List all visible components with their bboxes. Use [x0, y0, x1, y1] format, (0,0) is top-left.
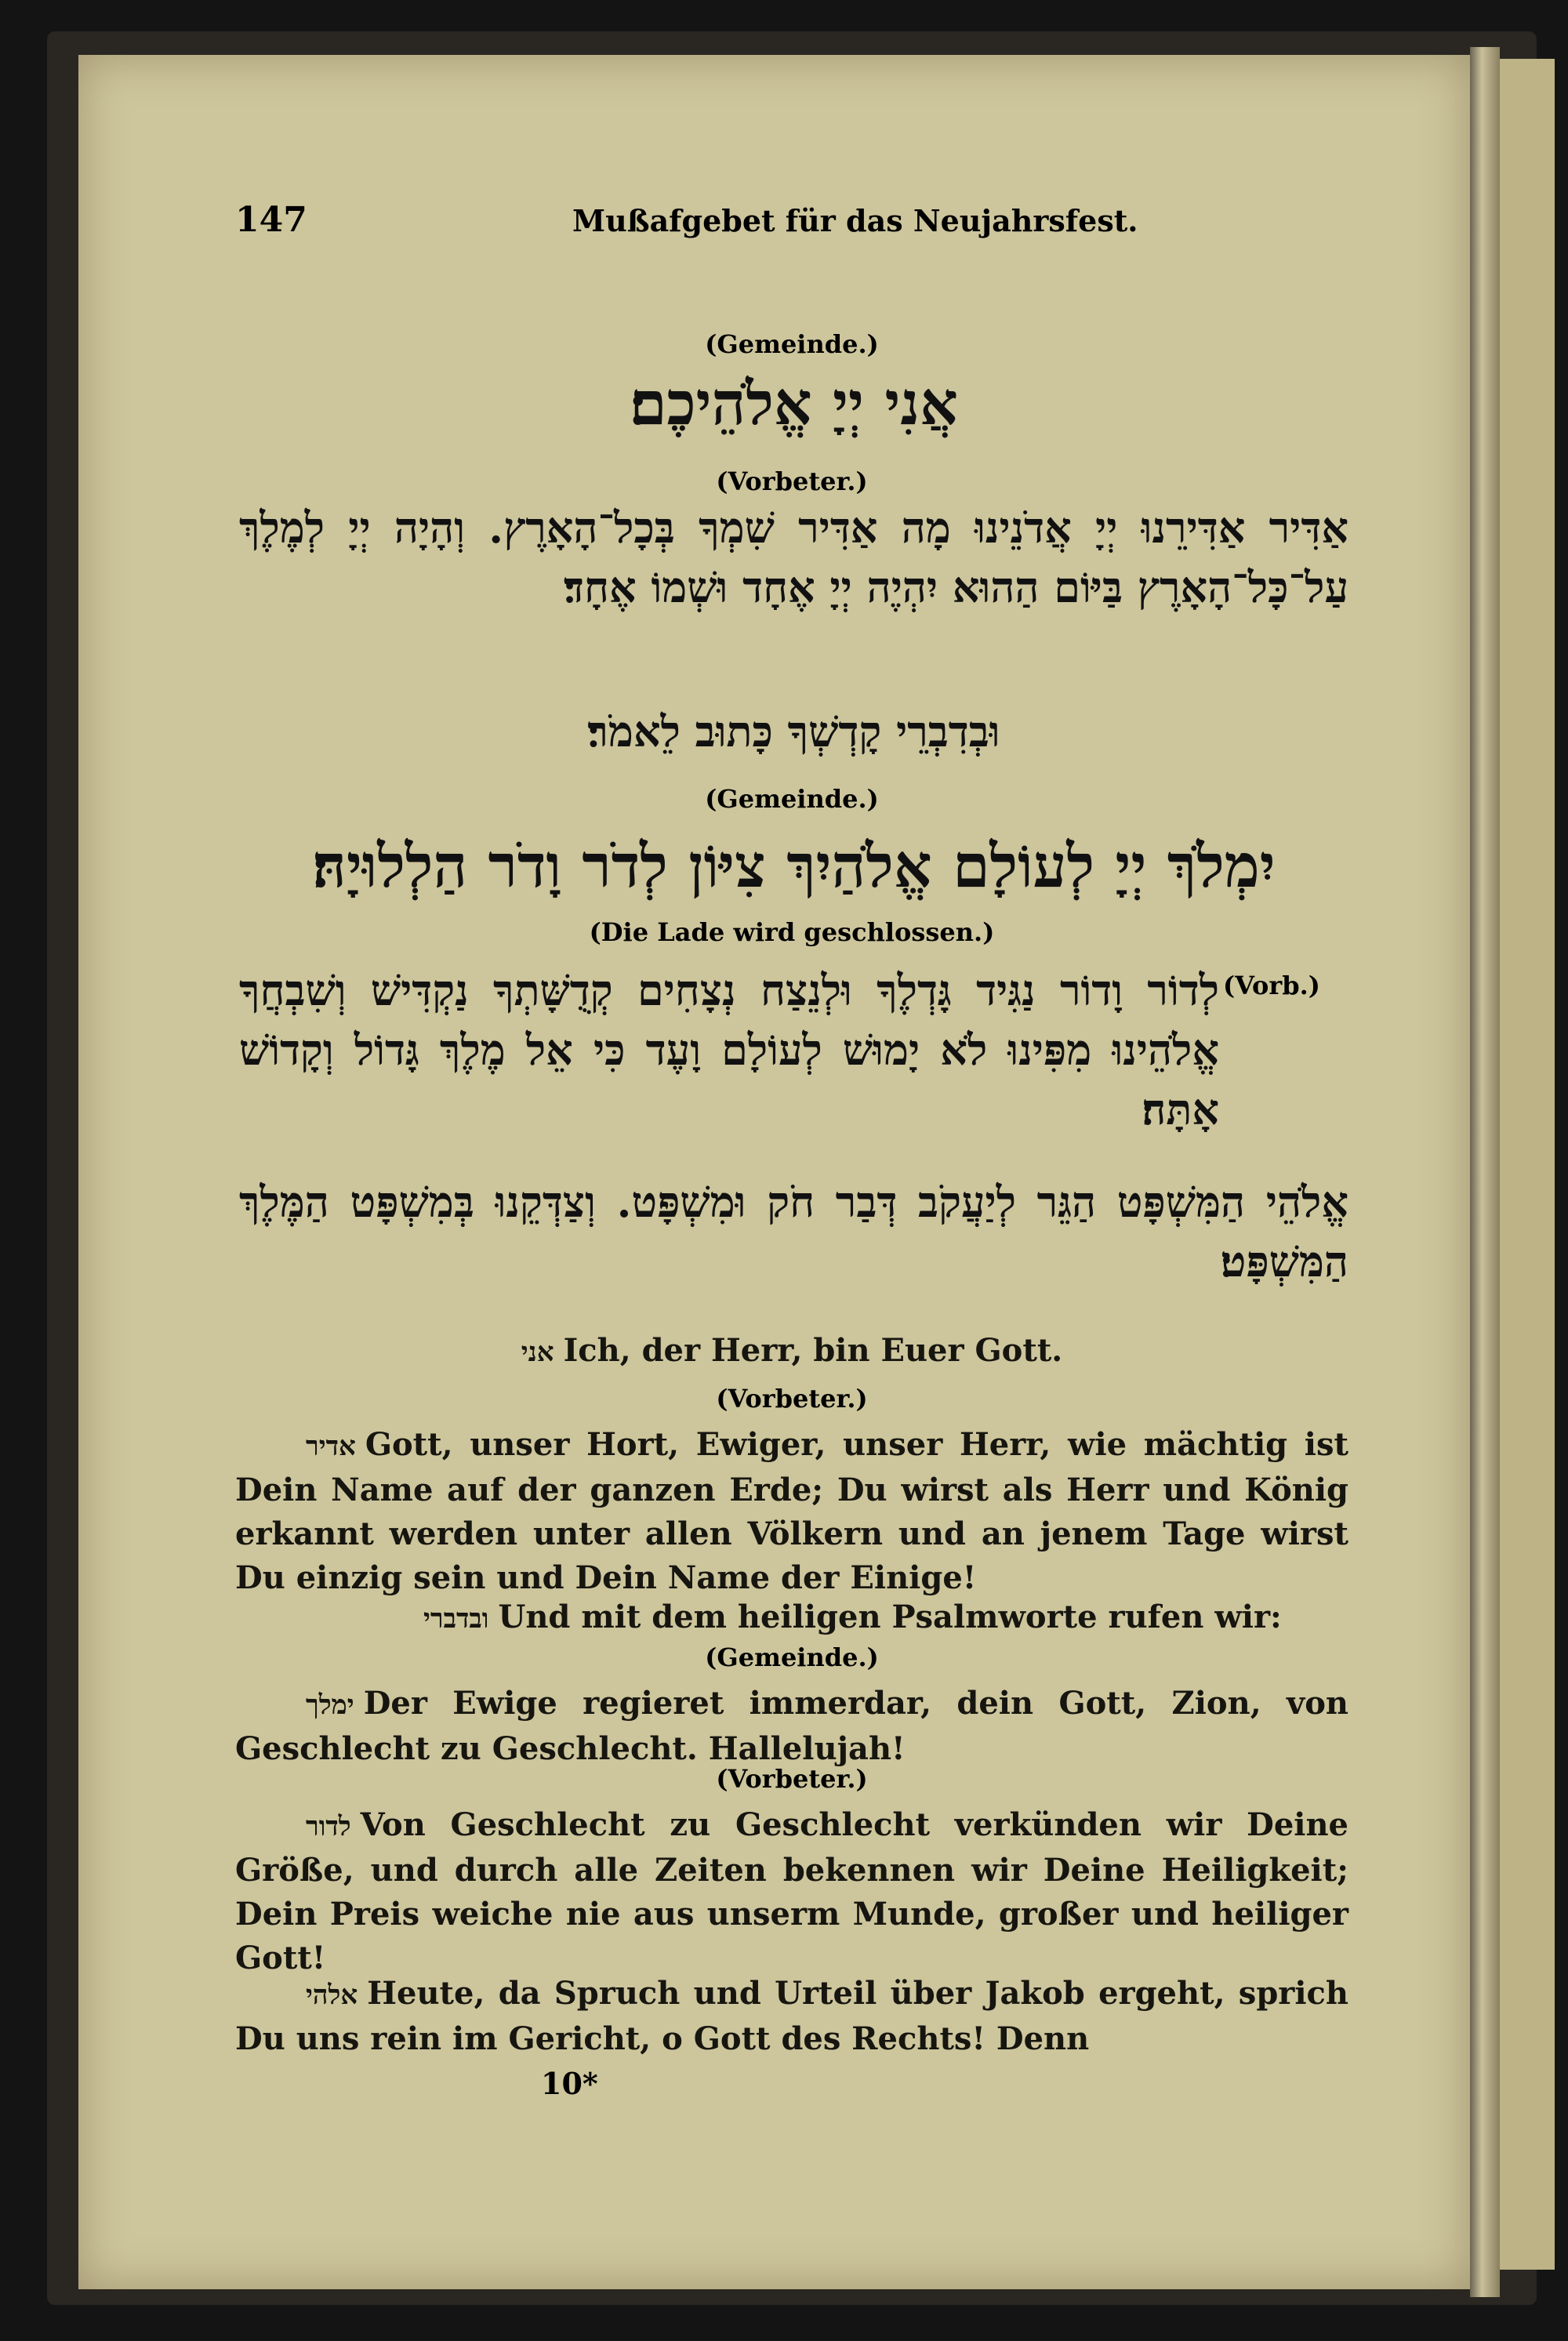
german-text: Der Ewige regieret immerdar, dein Gott, Zion, von Geschlecht zu Geschlecht. Hallelujah! [235, 1685, 1348, 1767]
hebrew-paragraph-elohei: אֱלֹהֵי הַמִּשְׁפָּט הַגֵּר לְיַעֲקֹב דְּבַר חֹק וּמִשְׁפָּט. וְצַדְּקֵנוּ בְּמִשְׁפָּט הַמֶּלֶךְ הַמִּשְׁפָּט׃ [239, 1177, 1348, 1287]
hebrew-keyword: אלהי [306, 1980, 358, 2011]
label-gemeinde-2: (Gemeinde.) [705, 784, 879, 814]
german-paragraph-adir [235, 1423, 1348, 1600]
german-text: Von Geschlecht zu Geschlecht verkünden wir Deine Größe, und durch alle Zeiten bekennen wir Deine Heiligkeit; Dein Preis weiche nie aus unserm Munde, großer und heiliger Gott! [235, 1806, 1348, 1976]
page-header [235, 200, 1348, 263]
running-title: Mußafgebet für das Neujahrsfest. [572, 203, 1138, 238]
facing-page-edge [1500, 59, 1555, 2270]
hebrew-keyword: ימלך [306, 1690, 354, 1721]
hebrew-keyword: אדיר [306, 1431, 356, 1462]
hebrew-line-uvedivrei: וּבְדִבְרֵי קָדְשְׁךָ כָּתוּב לֵאמֹר׃ [587, 706, 1000, 757]
hebrew-keyword: ובדברי [423, 1603, 489, 1635]
hebrew-keyword: לדור [306, 1811, 351, 1842]
german-text: Und mit dem heiligen Psalmworte rufen wir: [498, 1599, 1282, 1635]
german-paragraph-elohei [235, 1972, 1348, 2061]
label-lade-geschlossen: (Die Lade wird geschlossen.) [589, 917, 995, 947]
hebrew-line-yimloch: יִמְלֹךְ יְיָ לְעוֹלָם אֱלֹהַיִךְ צִיּוֹן לְדֹר וָדֹר הַלְלוּיָהּ׃ [312, 831, 1276, 901]
german-text: Heute, da Spruch und Urteil über Jakob ergeht, sprich Du uns rein im Gericht, o Gott des Rechts! Denn [235, 1975, 1348, 2057]
german-line-uvedivrei [235, 1595, 1348, 1641]
german-text: Ich, der Herr, bin Euer Gott. [563, 1332, 1063, 1369]
hebrew-paragraph-adir: אַדִּיר אַדִּירֵנוּ יְיָ אֲדֹנֵינוּ מָה אַדִּיר שִׁמְךָ בְּכָל־הָאָרֶץ. וְהָיָה יְיָ לְמֶלֶךְ עַל־כָּל־הָאָרֶץ בַּיּוֹם הַהוּא יִהְיֶה יְיָ אֶחָד וּשְׁמוֹ אֶחָד׃ [239, 503, 1348, 612]
hebrew-line-ani: אֲנִי יְיָ אֱלֹהֵיכֶם׃ [630, 368, 958, 438]
german-paragraph-yimloch [235, 1682, 1348, 1771]
german-text: Gott, unser Hort, Ewiger, unser Herr, wie mächtig ist Dein Name auf der ganzen Erde; Du wirst als Herr und König erkannt werden unter allen Völkern und an jenem Tage wirst Du einzig sein und Dein Name der Einige! [235, 1426, 1348, 1596]
german-label-vorbeter-2: (Vorbeter.) [716, 1764, 868, 1794]
label-gemeinde: (Gemeinde.) [705, 329, 879, 359]
page-number: 147 [235, 200, 307, 240]
german-label-vorbeter: (Vorbeter.) [716, 1384, 868, 1414]
label-vorbeter: (Vorbeter.) [716, 466, 868, 496]
german-paragraph-ledor [235, 1803, 1348, 1980]
label-vorb: (Vorb.) [1223, 971, 1320, 1000]
hebrew-keyword: אני [521, 1337, 554, 1368]
book-spine [1470, 47, 1500, 2297]
signature-mark: 10* [541, 2066, 598, 2101]
german-label-gemeinde: (Gemeinde.) [705, 1642, 879, 1672]
hebrew-paragraph-ledor: לְדוֹר וָדוֹר נַגִּיד גָּדְלֶךָ וּלְנֵצַח נְצָחִים קְדֻשָּׁתְךָ נַקְדִּישׁ וְשִׁבְחֲךָ אֱלֹהֵינוּ מִפִּינוּ לֹא יָמוּשׁ לְעוֹלָם וָעֶד כִּי אֵל מֶלֶךְ גָּדוֹל וְקָדוֹשׁ אָתָּה׃ [239, 965, 1219, 1134]
german-line-ani [235, 1329, 1348, 1374]
